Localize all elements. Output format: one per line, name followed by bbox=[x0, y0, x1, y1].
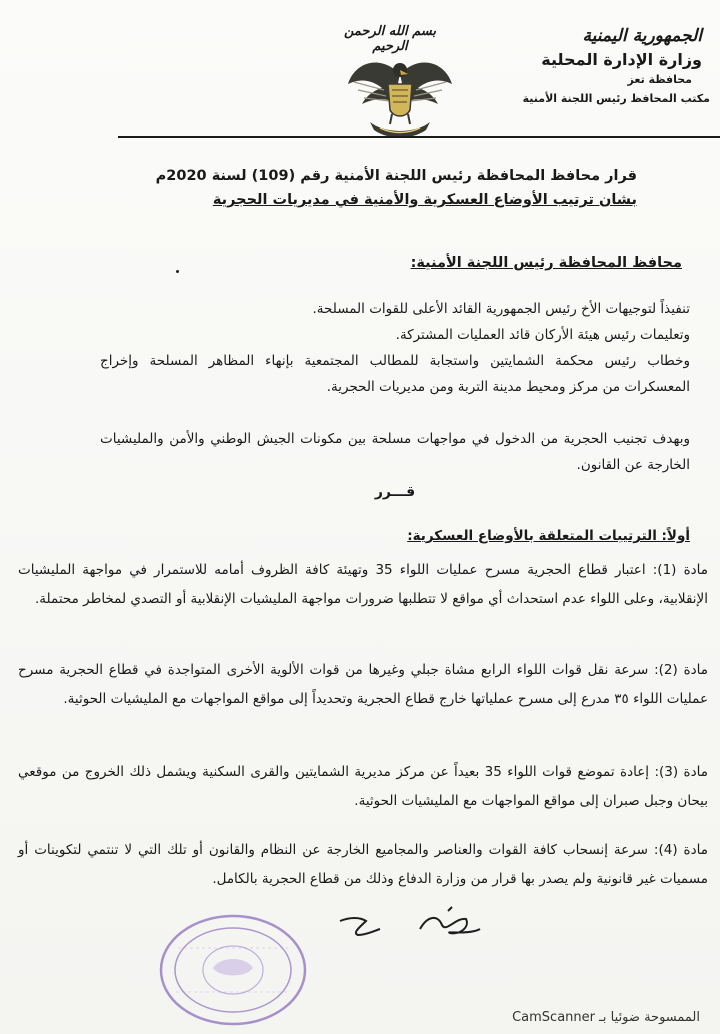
scanner-watermark: CamScanner الممسوحة ضوئيا بـ bbox=[512, 1010, 700, 1025]
section-heading: أولاً: الترتيبات المتعلقة بالأوضاع العسكرية: bbox=[407, 528, 690, 544]
header-divider bbox=[118, 136, 720, 138]
article-2 bbox=[18, 656, 708, 714]
republic-name: الجمهورية اليمنية bbox=[582, 26, 702, 46]
official-stamp-icon bbox=[148, 908, 318, 1028]
article-label: مادة (3): bbox=[654, 764, 708, 780]
article-label: مادة (4): bbox=[653, 842, 708, 858]
article-label: مادة (1): bbox=[652, 562, 708, 578]
preamble-line: وخطاب رئيس محكمة الشمايتين واستجابة للمطالب المجتمعية بإنهاء المظاهر المسلحة وإخراج المعسكرات من مركز ومحيط مدينة التربة ومن مديريات الحجرية. bbox=[100, 353, 690, 395]
ink-dot bbox=[176, 270, 179, 273]
ministry-name: وزارة الإدارة المحلية bbox=[541, 50, 702, 69]
addressee: محافظ المحافظة رئيس اللجنة الأمنية: bbox=[410, 255, 682, 271]
decree-title: قرار محافظ المحافظة رئيس اللجنة الأمنية رقم (109) لسنة 2020م bbox=[155, 168, 637, 184]
preamble-line: وبهدف تجنيب الحجرية من الدخول في مواجهات مسلحة بين مكونات الجيش الوطني والأمن والمليشيات الخارجة عن القانون. bbox=[100, 431, 690, 473]
eagle-emblem-icon bbox=[340, 44, 460, 144]
signature-icon bbox=[320, 905, 490, 945]
article-label: مادة (2): bbox=[654, 662, 709, 678]
article-3 bbox=[18, 758, 708, 816]
article-4 bbox=[18, 836, 708, 894]
article-1 bbox=[18, 556, 708, 614]
article-text: سرعة نقل قوات اللواء الرابع مشاة جبلي وغيرها من قوات الألوية الأخرى المتواجدة في قطاع الحجرية مسرح عمليات اللواء ٣٥ مدرع إلى مسرح عملياتها خارج قطاع الحجرية وتحديداً إلى مواقع المواجهات مع المليشيات الحوثية. bbox=[18, 662, 708, 707]
governorate-name: محافظة تعز bbox=[627, 73, 692, 86]
article-text: اعتبار قطاع الحجرية مسرح عمليات اللواء 35 وتهيئة كافة الظروف أمامه للاستمرار في مواجهة المليشيات الإنقلابية، وعلى اللواء عدم استحداث أي مواقع لا تتطلبها ضرورات مواجهة المليشيات الإنقلابية أو التصدي لمخاطر محتملة. bbox=[18, 562, 708, 607]
preamble-line: تنفيذاً لتوجيهات الأخ رئيس الجمهورية القائد الأعلى للقوات المسلحة. bbox=[312, 301, 690, 317]
office-name: مكتب المحافظ رئيس اللجنة الأمنية bbox=[522, 92, 710, 105]
article-text: إعادة تموضع قوات اللواء 35 بعيداً عن مركز مديرية الشمايتين والقرى السكنية ويشمل ذلك الخروج من موقعي بيحان وجبل صبران إلى مواقع المواجهات مع المليشيات الحوثية. bbox=[18, 764, 708, 809]
basmala: بسم الله الرحمن الرحيم bbox=[344, 24, 436, 54]
decree-word: قـــرر bbox=[374, 484, 416, 500]
article-text: سرعة إنسحاب كافة القوات والعناصر والمجاميع الخارجة عن النظام والقانون أو تلك التي لا تنتمي لتكوينات أو مسميات غير قانونية ولم يصدر بها قرار من وزارة الدفاع وذلك من قطاع الحجرية بالكامل. bbox=[18, 842, 708, 887]
decree-subject: بشان ترتيب الأوضاع العسكرية والأمنية في مديريات الحجرية bbox=[212, 192, 637, 208]
letterhead bbox=[522, 26, 710, 105]
preamble-line: وتعليمات رئيس هيئة الأركان قائد العمليات المشتركة. bbox=[395, 327, 690, 343]
